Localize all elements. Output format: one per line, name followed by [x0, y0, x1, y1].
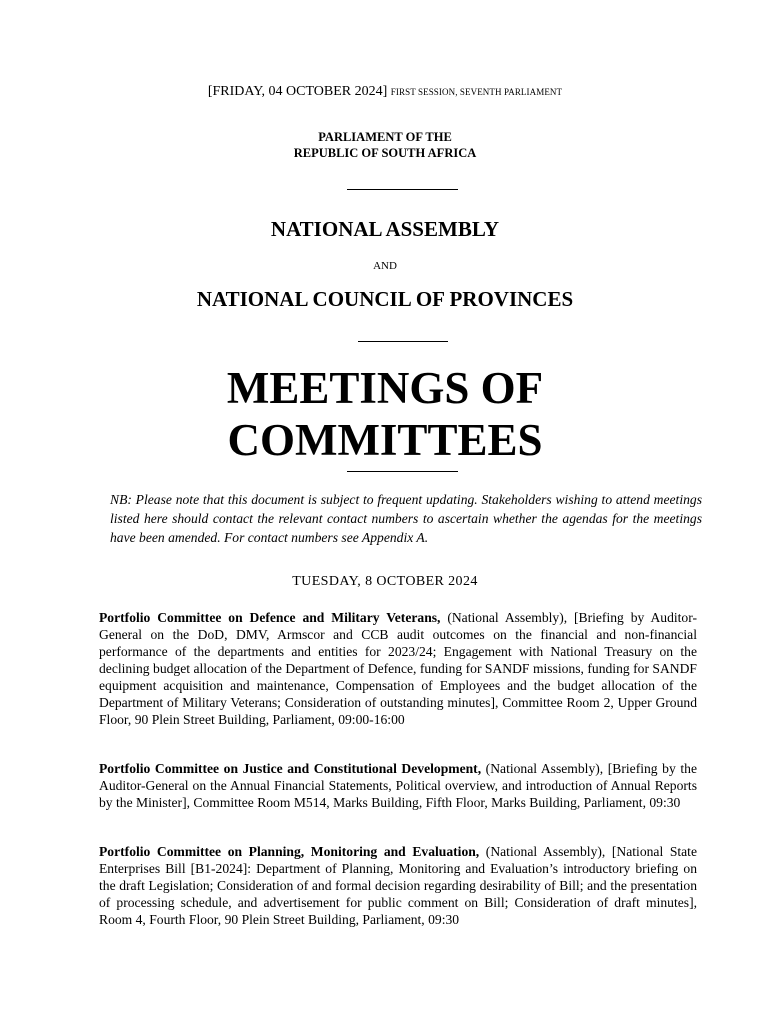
divider-1 [347, 189, 458, 190]
committee-name: Portfolio Committee on Justice and Constitutional Development, [99, 761, 482, 776]
day-heading: TUESDAY, 8 OCTOBER 2024 [292, 574, 478, 589]
parliament-heading [0, 129, 770, 161]
dateline-session: FIRST SESSION, SEVENTH PARLIAMENT [390, 87, 563, 97]
meeting-details: (National Assembly), [National State Enterprises Bill [B1-2024]: Department of Planning, Monitoring and Evaluation’s introductory briefing on the draft Legislation; Consideration of and formal decision regarding desirability of Bill; and the presentation of processing schedule, and advertisement for public comment on Bill; Consideration of draft minutes], Room 4, Fourth Floor, 90 Plein Street Building, Parliament, 09:30 [99, 844, 697, 927]
dateline-date: [FRIDAY, 04 OCTOBER 2024] [207, 84, 388, 99]
meeting-entry [99, 609, 697, 728]
meeting-details: (National Assembly), [Briefing by Auditor-General on the DoD, DMV, Armscor and CCB audit outcomes on the financial and non-financial performance of the departments and entities for 2023/24; Engagement with National Treasury on the declining budget allocation of the Department of Defence, funding for SANDF missions, funding for SANDF equipment acquisition and maintenance, Compensation of Employees and the budget allocation of the Department of Military Veterans; Consideration of outstanding minutes], Committee Room 2, Upper Ground Floor, 90 Plein Street Building, Parliament, 09:00-16:00 [99, 610, 697, 727]
meeting-details: (National Assembly), [Briefing by the Auditor-General on the Annual Financial Statements, Political overview, and introduction of Annual Reports by the Minister], Committee Room M514, Marks Building, Fifth Floor, Marks Building, Parliament, 09:30 [99, 761, 697, 810]
parliament-line-1: PARLIAMENT OF THE [318, 130, 452, 144]
meeting-entry [99, 760, 697, 811]
ncop-heading: NATIONAL COUNCIL OF PROVINCES [196, 287, 574, 311]
page-title [0, 362, 770, 466]
national-assembly-heading: NATIONAL ASSEMBLY [270, 217, 500, 241]
divider-3 [347, 471, 458, 472]
dateline [0, 84, 770, 100]
title-line-2: COMMITTEES [227, 415, 543, 465]
committee-name: Portfolio Committee on Defence and Military Veterans, [99, 610, 441, 625]
title-line-1: MEETINGS OF [226, 363, 544, 413]
update-notice: NB: Please note that this document is subject to frequent updating. Stakeholders wishing to attend meetings listed here should contact the relevant contact numbers to ascertain whether the agendas for the meetings have been amended. For contact numbers see Appendix A. [110, 492, 702, 545]
divider-2 [358, 341, 448, 342]
committee-name: Portfolio Committee on Planning, Monitoring and Evaluation, [99, 844, 480, 859]
parliament-line-2: REPUBLIC OF SOUTH AFRICA [293, 146, 477, 160]
and-connector: AND [373, 260, 397, 272]
meeting-entry [99, 843, 697, 928]
